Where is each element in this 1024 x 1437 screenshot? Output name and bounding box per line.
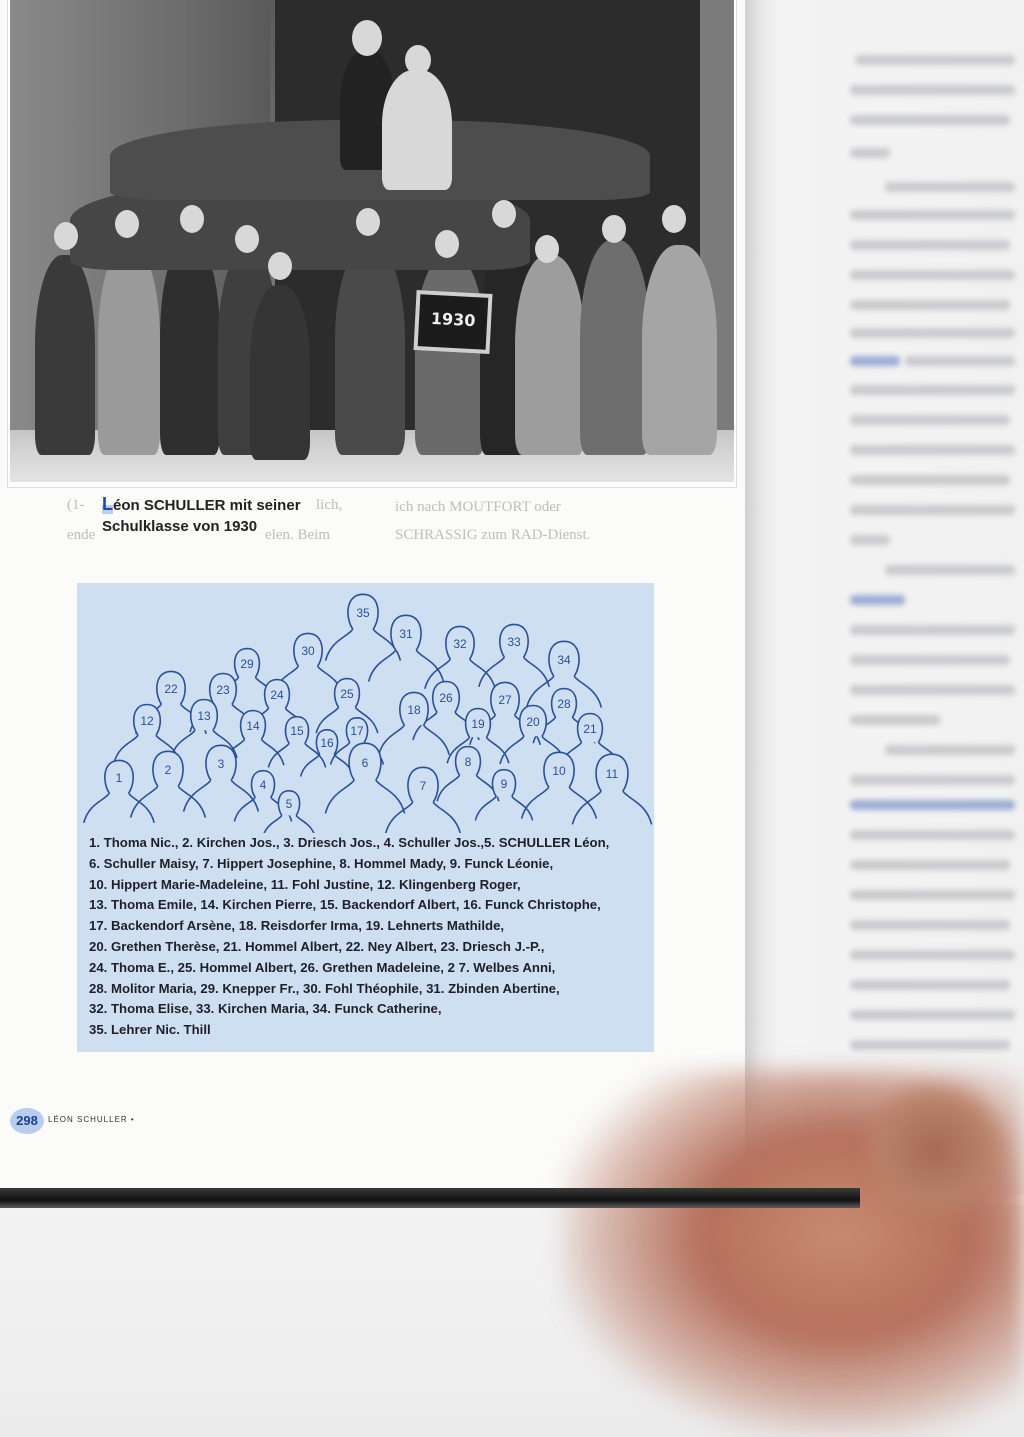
running-title: LÉON SCHULLER • bbox=[48, 1115, 135, 1124]
figure-number-label: 9 bbox=[500, 777, 508, 791]
key-diagram-box bbox=[77, 583, 654, 1052]
caption-initial: L bbox=[102, 494, 113, 514]
legend-line: 1. Thoma Nic., 2. Kirchen Jos., 3. Driesch Jos., 4. Schuller Jos.,5. SCHULLER Léon, bbox=[89, 835, 610, 850]
figure-number-label: 15 bbox=[290, 724, 304, 738]
figure-shoulders bbox=[263, 815, 316, 833]
legend-line: 28. Molitor Maria, 29. Knepper Fr., 30. Fohl Théophile, 31. Zbinden Abertine, bbox=[89, 980, 560, 996]
page-number: 298 bbox=[10, 1108, 44, 1134]
figure-number-label: 8 bbox=[464, 755, 472, 769]
figure-number-label: 32 bbox=[453, 637, 467, 651]
figure-number-label: 28 bbox=[557, 697, 571, 711]
figure-shoulders bbox=[301, 754, 354, 776]
figure-shoulders bbox=[131, 786, 206, 817]
caption-line1: éon SCHULLER mit seiner bbox=[113, 497, 301, 514]
figure-number-label: 34 bbox=[557, 653, 571, 667]
figure-number-label: 4 bbox=[259, 778, 267, 792]
figure-number-label: 30 bbox=[301, 644, 315, 658]
figure-number-label: 3 bbox=[217, 757, 225, 771]
figure-shoulders bbox=[369, 650, 444, 681]
figure-number-label: 23 bbox=[216, 683, 230, 697]
figure-shoulders bbox=[325, 780, 404, 813]
silhouette-figure-31 bbox=[369, 615, 444, 681]
figure-shoulders bbox=[184, 780, 259, 811]
figure-number-label: 18 bbox=[407, 703, 421, 717]
silhouette-figure-1 bbox=[84, 760, 154, 822]
figure-shoulders bbox=[379, 725, 449, 755]
figure-shoulders bbox=[479, 657, 549, 687]
figure-number-label: 2 bbox=[164, 763, 172, 777]
figure-number-label: 12 bbox=[140, 714, 154, 728]
figure-number-label: 20 bbox=[526, 715, 540, 729]
legend-line: 24. Thoma E., 25. Hommel Albert, 26. Grethen Madeleine, 2 7. Welbes Anni, bbox=[89, 959, 556, 975]
name-legend bbox=[89, 833, 649, 1041]
ghost-text: ende bbox=[67, 527, 96, 543]
figure-shoulders bbox=[572, 791, 651, 824]
book-edge bbox=[0, 1188, 860, 1208]
figure-number-label: 17 bbox=[350, 724, 364, 738]
figure-number-label: 11 bbox=[605, 767, 619, 781]
figure-number-label: 31 bbox=[399, 627, 413, 641]
figure-number-label: 19 bbox=[471, 717, 485, 731]
silhouette-figure-32 bbox=[425, 626, 495, 688]
legend-line: 35. Lehrer Nic. Thill bbox=[89, 1022, 211, 1038]
silhouette-figure-2 bbox=[131, 751, 206, 817]
figure-number-label: 5 bbox=[285, 797, 293, 811]
figure-shoulders bbox=[475, 796, 532, 820]
ghost-text: elen. Beim bbox=[265, 527, 330, 543]
school-slate: 1930 bbox=[413, 290, 492, 354]
figure-number-label: 10 bbox=[552, 764, 566, 778]
figure-number-label: 6 bbox=[361, 756, 369, 770]
figure-number-label: 25 bbox=[340, 687, 354, 701]
photo-image bbox=[10, 0, 734, 482]
legend-line: 6. Schuller Maisy, 7. Hippert Josephine, 8. Hommel Mady, 9. Funck Léonie, bbox=[89, 855, 554, 871]
ghost-text: (1- bbox=[67, 497, 85, 513]
ghost-text: lich, bbox=[316, 497, 343, 513]
figure-number-label: 22 bbox=[164, 682, 178, 696]
figure-number-label: 21 bbox=[583, 722, 597, 736]
thumb bbox=[860, 1080, 1010, 1220]
legend-line: 32. Thoma Elise, 33. Kirchen Maria, 34. Funck Catherine, bbox=[89, 1001, 442, 1017]
figure-shoulders bbox=[386, 802, 461, 833]
figure-number-label: 1 bbox=[115, 771, 123, 785]
legend-line: 17. Backendorf Arsène, 18. Reisdorfer Irma, 19. Lehnerts Mathilde, bbox=[89, 918, 505, 934]
figure-number-label: 33 bbox=[507, 635, 521, 649]
figure-number-label: 26 bbox=[439, 691, 453, 705]
figure-number-label: 13 bbox=[197, 709, 211, 723]
silhouette-diagram bbox=[77, 583, 654, 833]
silhouette-figure-7 bbox=[386, 767, 461, 833]
legend-line: 13. Thoma Emile, 14. Kirchen Pierre, 15. Backendorf Albert, 16. Funck Christophe, bbox=[89, 897, 601, 913]
ghost-text: SCHRASSIG zum RAD-Dienst. bbox=[395, 527, 591, 543]
figure-shoulders bbox=[437, 775, 499, 801]
figure-number-label: 29 bbox=[240, 657, 254, 671]
figure-number-label: 14 bbox=[246, 719, 260, 733]
right-book-page-blurred bbox=[745, 0, 1024, 1195]
silhouette-figure-10 bbox=[522, 752, 597, 818]
legend-line: 20. Grethen Therèse, 21. Hommel Albert, 22. Ney Albert, 23. Driesch J.-P., bbox=[89, 938, 545, 954]
figure-number-label: 7 bbox=[419, 779, 427, 793]
ghost-text: ich nach MOUTFORT oder bbox=[395, 499, 561, 515]
figure-number-label: 27 bbox=[498, 693, 512, 707]
caption-line2: Schulklasse von 1930 bbox=[102, 518, 258, 535]
silhouette-figure-3 bbox=[184, 745, 259, 811]
silhouette-figure-35 bbox=[326, 594, 401, 660]
legend-line: 10. Hippert Marie-Madeleine, 11. Fohl Justine, 12. Klingenberg Roger, bbox=[89, 876, 521, 892]
figure-shoulders bbox=[522, 787, 597, 818]
figure-number-label: 35 bbox=[356, 606, 370, 620]
silhouette-figure-11 bbox=[572, 754, 651, 824]
silhouette-figure-8 bbox=[437, 747, 499, 802]
figure-number-label: 16 bbox=[320, 736, 334, 750]
figure-number-label: 24 bbox=[270, 688, 284, 702]
class-photograph bbox=[8, 0, 736, 487]
